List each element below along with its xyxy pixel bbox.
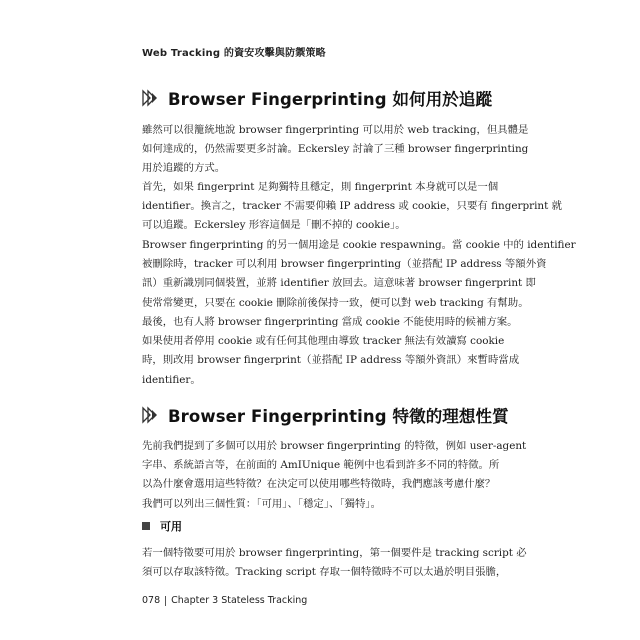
subsection-heading — [142, 518, 182, 534]
text-line: 訊）重新識別同個裝置，並將 identifier 放回去。這意味著 browser fingerprint 即 — [142, 277, 536, 290]
square-bullet-icon — [142, 522, 150, 530]
text-line: identifier。 — [142, 373, 201, 386]
section-title: Browser Fingerprinting 特徵的理想性質 — [168, 407, 509, 426]
text-line: 以為什麼會選用這些特徵？在決定可以使用哪些特徵時，我們應該考慮什麼？ — [142, 478, 496, 491]
page-number: 078 — [142, 595, 161, 606]
running-header: Web Tracking 的資安攻擊與防禦策略 — [142, 48, 326, 59]
text-line: 雖然可以很籠統地說 browser fingerprinting 可以用於 web tracking，但具體是 — [142, 124, 529, 136]
section-heading-how-used — [142, 86, 492, 110]
text-line: 被刪除時，tracker 可以利用 browser fingerprinting（並搭配 IP address 等額外資 — [142, 258, 547, 271]
text-line: 如何達成的，仍然需要更多討論。Eckersley 討論了三種 browser fingerprinting — [142, 143, 529, 156]
text-line: 如果使用者停用 cookie 或有任何其他理由導致 tracker 無法有效讀寫 cookie — [142, 335, 505, 348]
paragraph — [142, 437, 527, 514]
paragraph — [142, 121, 529, 179]
paragraph — [142, 236, 576, 313]
text-line: 先前我們提到了多個可以用於 browser fingerprinting 的特徵，例如 user-agent — [142, 440, 527, 452]
text-line: 首先，如果 fingerprint 足夠獨特且穩定，則 fingerprint 本身就可以是一個 — [142, 181, 499, 193]
paragraph — [142, 544, 527, 582]
paragraph — [142, 313, 520, 390]
section-heading-ideal-properties — [142, 403, 509, 427]
chevron-arrow-icon — [142, 407, 160, 423]
text-line: 若一個特徵要可用於 browser fingerprinting，第一個要件是 tracking script 必 — [142, 547, 527, 559]
footer-divider — [165, 596, 166, 606]
chevron-arrow-icon — [142, 90, 160, 106]
text-line: 使常常變更，只要在 cookie 刪除前後保持一致，便可以對 web tracking 有幫助。 — [142, 296, 529, 309]
page-footer — [142, 595, 307, 606]
paragraph — [142, 178, 562, 236]
text-line: 時，則改用 browser fingerprint（並搭配 IP address 等額外資訊）來暫時當成 — [142, 354, 520, 367]
section-title: Browser Fingerprinting 如何用於追蹤 — [168, 90, 493, 109]
text-line: 可以追蹤。Eckersley 形容這個是「刪不掉的 cookie」。 — [142, 219, 406, 232]
text-line: Browser fingerprinting 的另一個用途是 cookie respawning。當 cookie 中的 identifier — [142, 239, 576, 251]
text-line: 字串、系統語言等，在前面的 AmIUnique 範例中也看到許多不同的特徵。所 — [142, 459, 500, 472]
text-line: 最後，也有人將 browser fingerprinting 當成 cookie 不能使用時的候補方案。 — [142, 316, 518, 328]
subsection-title: 可用 — [160, 520, 182, 533]
text-line: 須可以存取該特徵。Tracking script 存取一個特徵時不可以太過於明目張膽， — [142, 566, 507, 579]
text-line: 我們可以列出三個性質：「可用」、「穩定」、「獨特」。 — [142, 497, 381, 510]
text-line: 用於追蹤的方式。 — [142, 162, 226, 175]
text-line: identifier。換言之，tracker 不需要仰賴 IP address 或 cookie，只要有 fingerprint 就 — [142, 200, 562, 213]
chapter-label: Chapter 3 Stateless Tracking — [171, 595, 308, 606]
